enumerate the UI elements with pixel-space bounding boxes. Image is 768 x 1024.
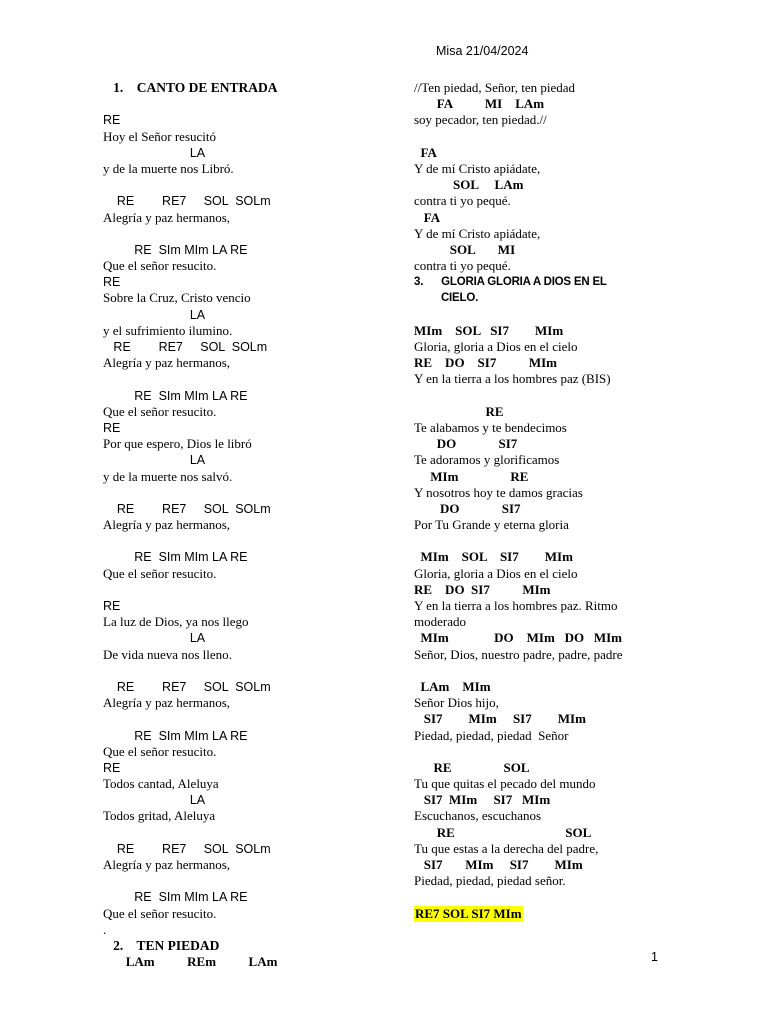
blank-line (103, 226, 398, 242)
lyric-line: Piedad, piedad, piedad señor. (414, 873, 566, 889)
lyric-line: Escuchanos, escuchanos (414, 808, 542, 824)
chord-line: RE SIm MIm LA RE (103, 388, 248, 403)
blank-line (103, 533, 398, 549)
chord-line: FA (414, 144, 437, 160)
lyric-line: Que el señor resucito. (103, 905, 217, 921)
lyric-line: contra ti yo pequé. (414, 258, 511, 274)
lyric-line: //Ten piedad, Señor, ten piedad (414, 80, 576, 95)
chord-line: RE RE7 SOL SOLm (103, 841, 271, 856)
section-heading: 1. CANTO DE ENTRADA (103, 80, 278, 95)
chord-line: RE RE7 SOL SOLm (103, 340, 268, 354)
chord-line: SOL LAm (414, 177, 524, 193)
chord-line: LA (103, 307, 206, 322)
blank-line (103, 873, 398, 889)
lyric-line: soy pecador, ten piedad.// (414, 112, 547, 128)
lyric-line: contra ti yo pequé. (414, 193, 511, 209)
lyric-line: Señor Dios hijo, (414, 695, 499, 711)
lyric-line: Y de mí Cristo apiádate, (414, 225, 541, 241)
blank-line (414, 388, 714, 404)
chord-line: RE (103, 420, 121, 435)
chord-line: RE RE7 SOL SOLm (103, 679, 271, 694)
chord-line: LA (103, 145, 206, 160)
section-heading: 3. GLORIA GLORIA A DIOS EN EL (414, 276, 607, 289)
chord-line: FA MI LAm (414, 96, 545, 112)
lyric-line: Que el señor resucito. (103, 258, 217, 274)
chord-line: LAm MIm (414, 678, 491, 694)
lyric-line: Hoy el Señor resucitó (103, 128, 217, 144)
left-column (103, 80, 398, 970)
blank-line (103, 485, 398, 501)
chord-line: SOL MI (414, 241, 516, 257)
section-heading: 2. TEN PIEDAD (103, 937, 220, 953)
lyric-line: Y en la tierra a los hombres paz (BIS) (414, 371, 611, 387)
chord-line: RE (103, 760, 121, 775)
blank-line (414, 889, 714, 905)
lyric-line: Piedad, piedad, piedad Señor (414, 727, 569, 743)
lyric-line: Gloria, gloria a Dios en el cielo (414, 339, 578, 354)
lyric-line: Gloria, gloria a Dios en el cielo (414, 565, 578, 581)
chord-line: RE SIm MIm LA RE (103, 890, 248, 905)
page-header-title: Misa 21/04/2024 (436, 44, 529, 58)
chord-line: LA (103, 793, 206, 808)
lyric-line: Sobre la Cruz, Cristo vencio (103, 290, 251, 306)
chord-line: MIm SOL SI7 MIm (414, 549, 573, 565)
chord-line: RE (103, 275, 121, 290)
chord-line: RE SIm MIm LA RE (103, 242, 248, 257)
chord-line: LAm REm LAm (103, 954, 278, 970)
lyric-line: Te adoramos y glorificamos (414, 452, 560, 468)
lyric-line: Alegría y paz hermanos, (103, 695, 231, 711)
chord-line: MIm SOL SI7 MIm (414, 322, 564, 338)
blank-line (103, 96, 398, 112)
lyric-line: Que el señor resucito. (103, 743, 217, 759)
blank-line (414, 663, 714, 679)
chord-line: SI7 MIm SI7 MIm (414, 857, 583, 872)
chord-line: SI7 MIm SI7 MIm (414, 792, 551, 808)
lyric-line: Y de mí Cristo apiádate, (414, 160, 541, 176)
chord-line: MIm DO MIm DO MIm (414, 630, 622, 646)
page-number: 1 (651, 950, 658, 964)
lyric-line: moderado (414, 614, 466, 630)
section-heading: CIELO. (414, 292, 479, 305)
chord-line: FA (414, 209, 441, 225)
blank-line (103, 663, 398, 679)
lyric-line: Todos gritad, Aleluya (103, 808, 216, 824)
lyric-line: y de la muerte nos salvó. (103, 468, 233, 484)
chord-line: LA (103, 631, 206, 646)
lyric-line: . (103, 921, 107, 937)
blank-line (103, 711, 398, 727)
chord-line: DO SI7 (414, 500, 521, 516)
lyric-line: Y nosotros hoy te damos gracias (414, 484, 583, 500)
lyric-line: Alegría y paz hermanos, (103, 355, 231, 371)
lyric-line: Alegría y paz hermanos, (103, 209, 231, 225)
chord-line: RE RE7 SOL SOLm (103, 194, 271, 209)
lyric-line: Por que espero, Dios le libró (103, 436, 252, 452)
highlighted-chord-line (414, 906, 714, 922)
lyric-line: Que el señor resucito. (103, 403, 217, 419)
chord-line: RE RE7 SOL SOLm (103, 501, 271, 516)
blank-line (103, 825, 398, 841)
chord-line: LA (103, 453, 206, 468)
chord-line: RE DO SI7 MIm (414, 581, 551, 597)
chord-line: RE (103, 113, 121, 128)
lyric-line: Que el señor resucito. (103, 565, 217, 581)
blank-line (103, 177, 398, 193)
chord-line: RE SOL (414, 759, 530, 775)
lyric-line: De vida nueva nos lleno. (103, 646, 232, 662)
lyric-line: Alegría y paz hermanos, (103, 517, 231, 533)
chord-line: RE SIm MIm LA RE (103, 728, 248, 743)
blank-line (414, 129, 714, 145)
lyric-line: Señor, Dios, nuestro padre, padre, padre (414, 646, 623, 662)
blank-line (414, 533, 714, 549)
chord-line: RE DO SI7 MIm (414, 355, 558, 371)
chord-line: RE SOL (414, 824, 592, 840)
chord-line: RE (103, 599, 121, 613)
lyric-line: La luz de Dios, ya nos llego (103, 614, 249, 630)
lyric-line: Todos cantad, Aleluya (103, 776, 219, 792)
chord-line: MIm RE (414, 468, 529, 484)
lyric-line: Y en la tierra a los hombres paz. Ritmo (414, 598, 618, 613)
blank-line (414, 307, 714, 323)
lyric-line: Tu que quitas el pecado del mundo (414, 776, 596, 792)
lyric-line: Alegría y paz hermanos, (103, 857, 231, 872)
lyric-line: Tu que estas a la derecha del padre, (414, 840, 599, 856)
blank-line (103, 582, 398, 598)
lyric-line: Te alabamos y te bendecimos (414, 419, 567, 435)
blank-line (414, 744, 714, 760)
lyric-line: y el sufrimiento ilumino. (103, 322, 233, 338)
chord-line: DO SI7 (414, 436, 518, 452)
right-column (414, 80, 714, 922)
lyric-line: Por Tu Grande y eterna gloria (414, 517, 569, 533)
chord-line: RE (414, 403, 504, 419)
chord-line: SI7 MIm SI7 MIm (414, 711, 586, 727)
blank-line (103, 371, 398, 387)
lyric-line: y de la muerte nos Libró. (103, 160, 234, 176)
highlight-marker: RE7 SOL SI7 MIm (415, 905, 522, 921)
chord-line: RE SIm MIm LA RE (103, 550, 248, 565)
